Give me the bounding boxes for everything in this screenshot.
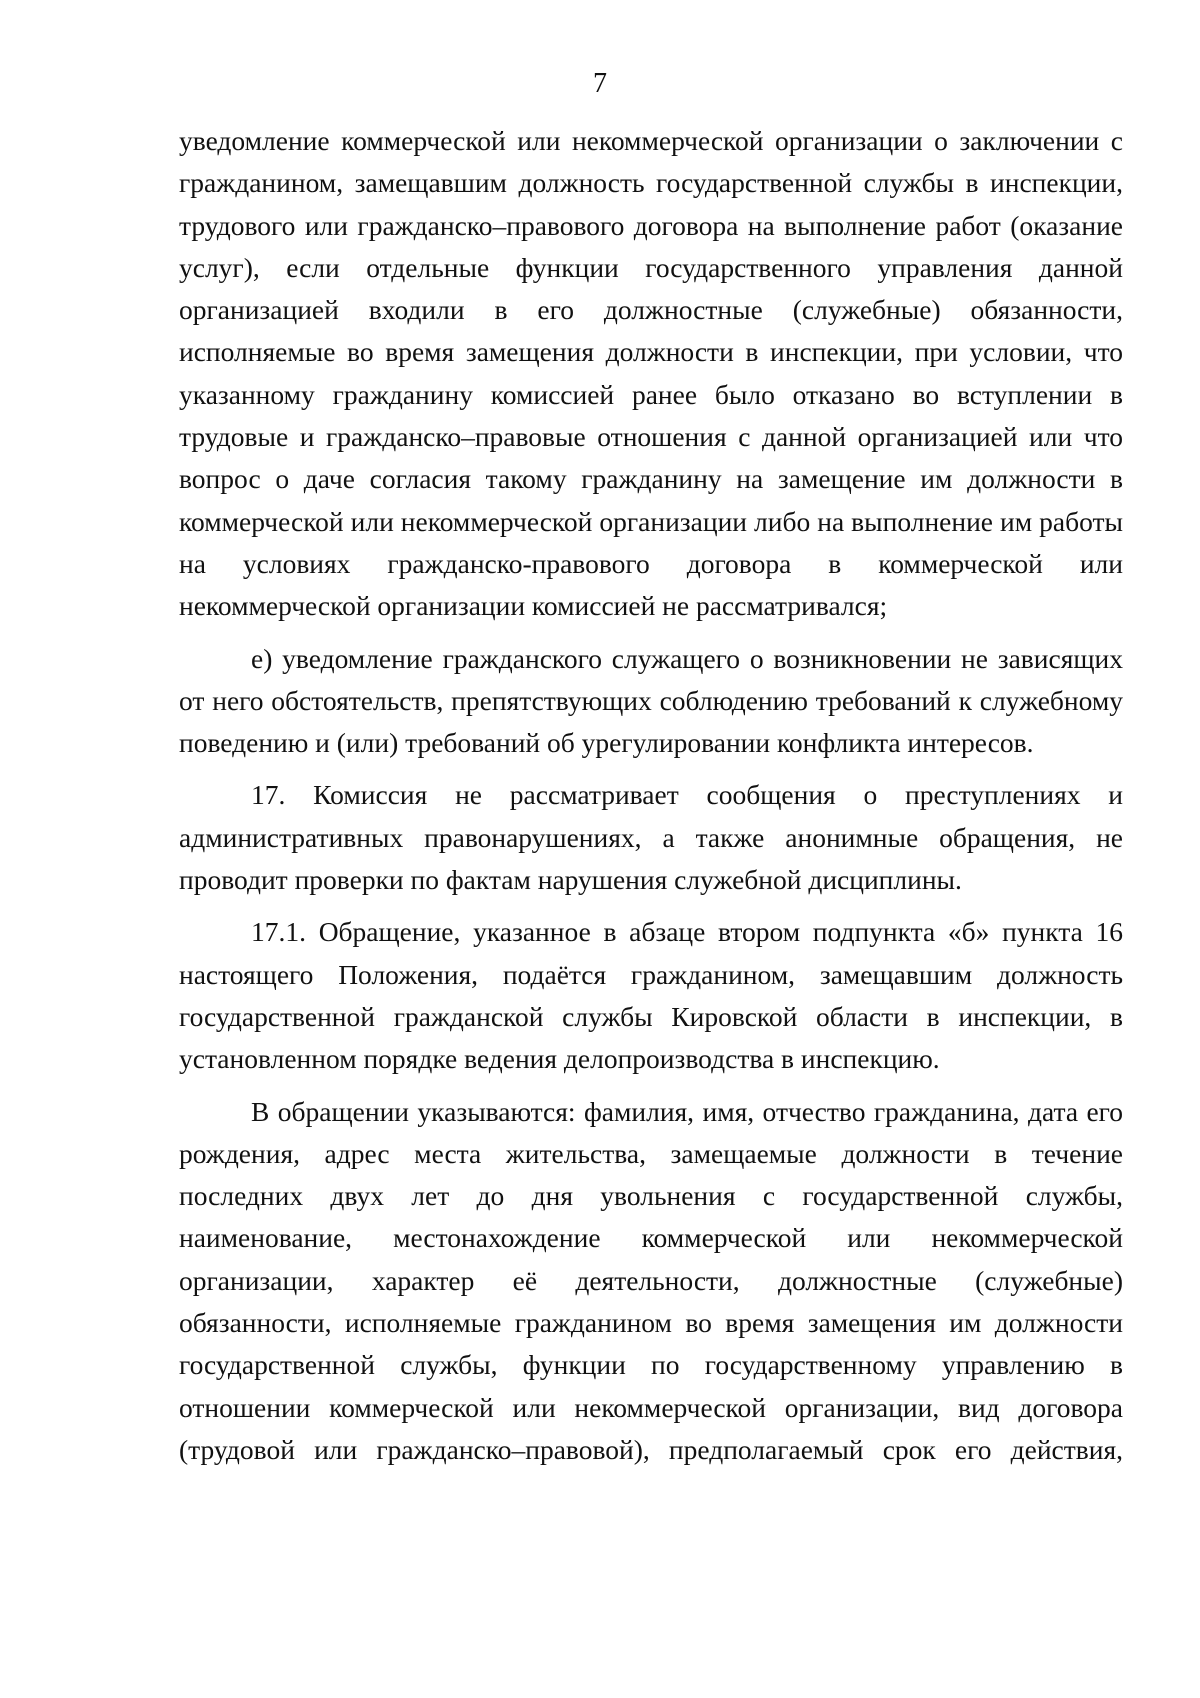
paragraph-item-e: е) уведомление гражданского служащего о возникновении не зависящих от него обстоятельств, препятствующих соблюдению требований к служебному поведению и (или) требований об урегулировании конфликта интересов.: [179, 642, 1123, 759]
page-number: 7: [593, 68, 607, 99]
paragraph-17: 17. Комиссия не рассматривает сообщения о преступлениях и административных правонарушениях, а также анонимные обращения, не проводит проверки по фактам нарушения служебной дисциплины.: [179, 779, 1123, 896]
paragraph-appeal-contents: В обращении указываются: фамилия, имя, отчество гражданина, дата его рождения, адрес места жительства, замещаемые должности в течение последних двух лет до дня увольнения с государственной службы, наименование, местонахождение коммерческой или некоммерческой организации, характер её деятельности, должностные (служебные) обязанности, исполняемые гражданином во время замещения им должности государственной службы, функции по государственному управлению в отношении коммерческой или некоммерческой организации, вид договора (трудовой или гражданско–правовой), предполагаемый срок его действия,: [179, 1095, 1123, 1465]
paragraph-continuation: уведомление коммерческой или некоммерческой организации о заключении с гражданином, замещавшим должность государственной службы в инспекции, трудового или гражданско–правового договора на выполнение работ (оказание услуг), если отдельные функции государственного управления данной организацией входили в его должностные (служебные) обязанности, исполняемые во время замещения должности в инспекции, при условии, что указанному гражданину комиссией ранее было отказано во вступлении в трудовые и гражданско–правовые отношения с данной организацией или что вопрос о даче согласия такому гражданину на замещение им должности в коммерческой или некоммерческой организации либо на выполнение им работы на условиях гражданско-правового договора в коммерческой или некоммерческой организации комиссией не рассматривался;: [179, 125, 1123, 622]
document-body: [179, 120, 1123, 1471]
paragraph-17-1: 17.1. Обращение, указанное в абзаце втором подпункта «б» пункта 16 настоящего Положения, подаётся гражданином, замещавшим должность государственной гражданской службы Кировской области в инспекции, в установленном порядке ведения делопроизводства в инспекцию.: [179, 916, 1123, 1075]
